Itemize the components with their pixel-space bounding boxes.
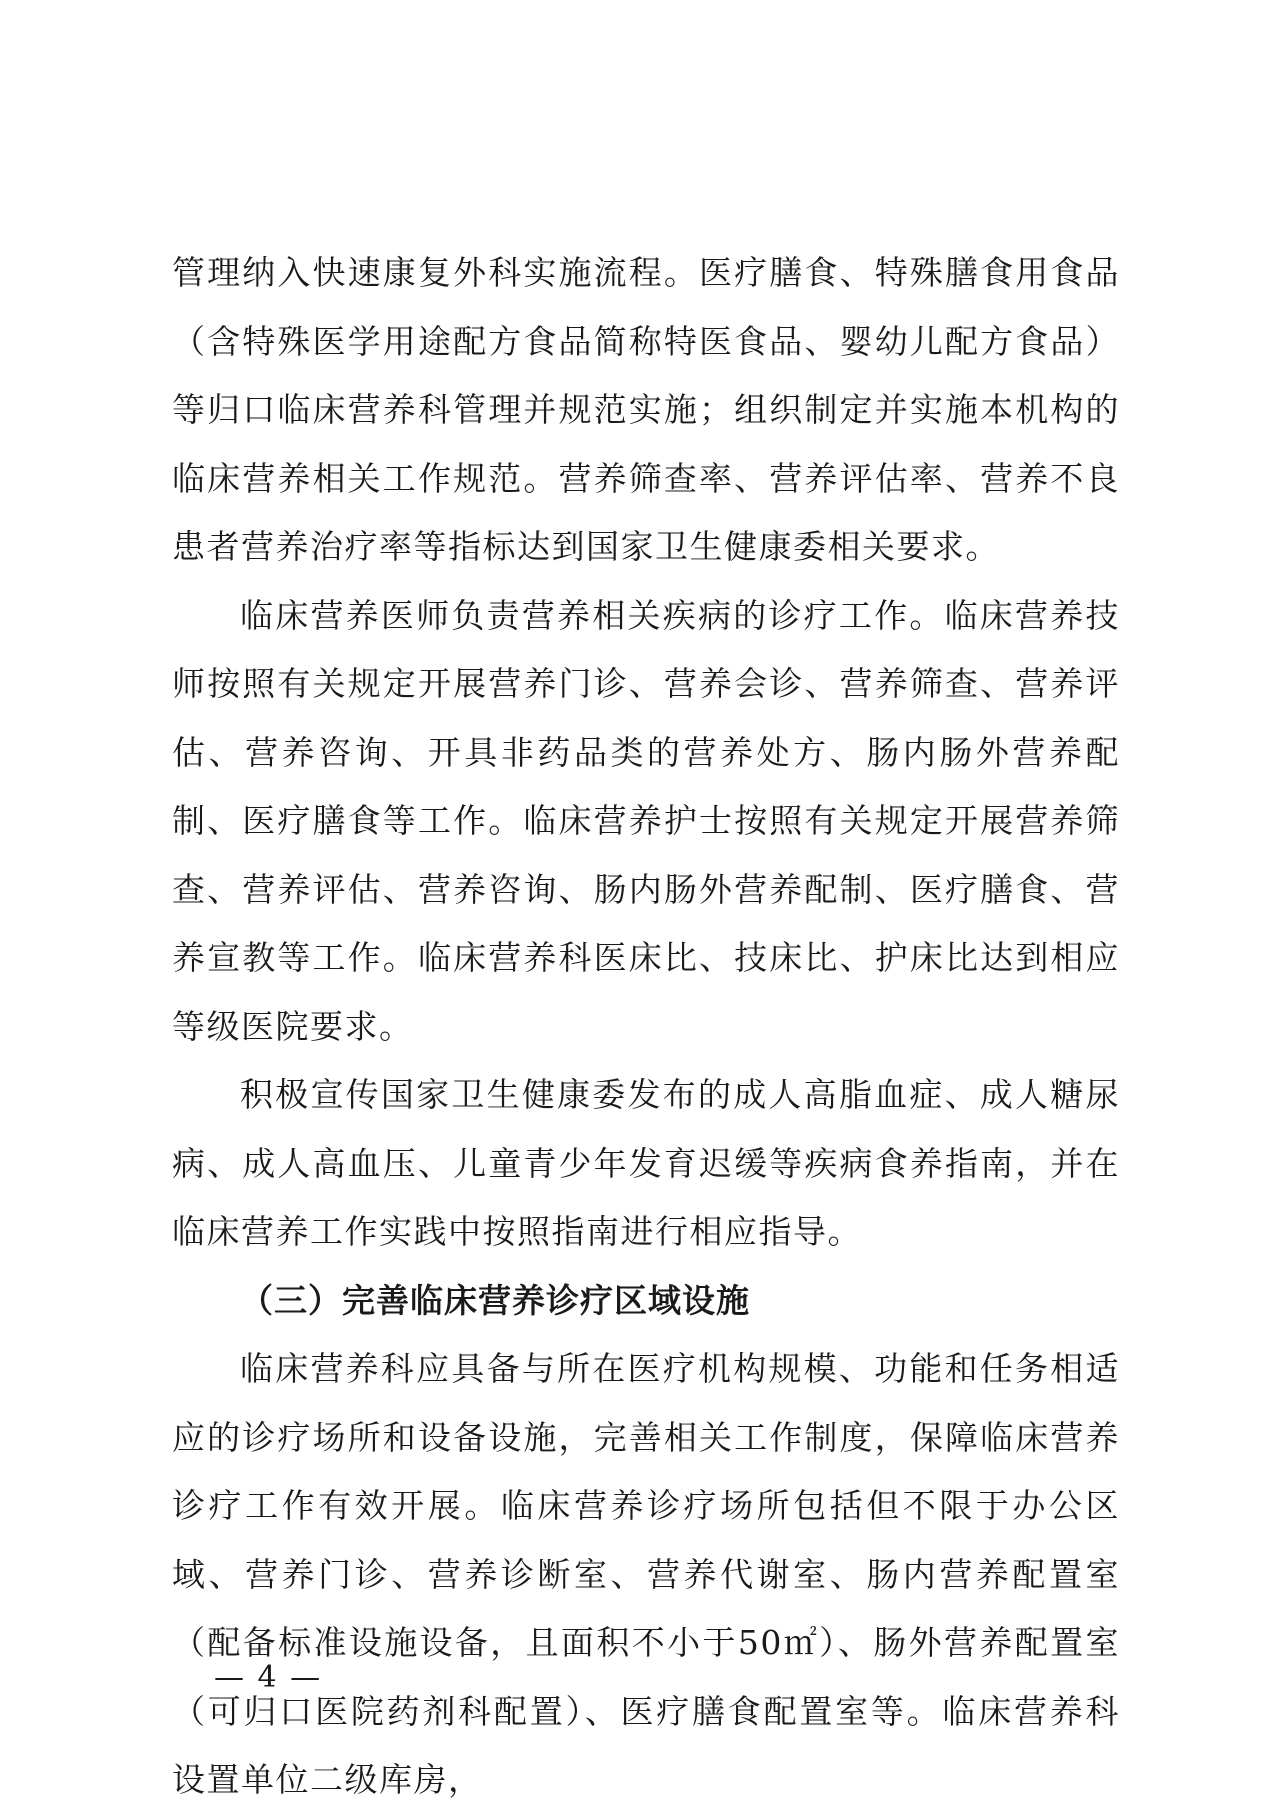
paragraph-dietary-guidelines: 积极宣传国家卫生健康委发布的成人高脂血症、成人糖尿病、成人高血压、儿童青少年发育迟缓等疾病食养指南，并在临床营养工作实践中按照指南进行相应指导。 [172, 1075, 1120, 1251]
paragraph-continuation: 管理纳入快速康复外科实施流程。医疗膳食、特殊膳食用食品（含特殊医学用途配方食品简称特医食品、婴幼儿配方食品）等归口临床营养科管理并规范实施；组织制定并实施本机构的临床营养相关工作规范。营养筛查率、营养评估率、营养不良患者营养治疗率等指标达到国家卫生健康委相关要求。 [172, 253, 1120, 566]
document-body [172, 239, 1120, 1815]
page-number: — 4 — [214, 1660, 323, 1695]
section-heading: （三）完善临床营养诊疗区域设施 [240, 1280, 750, 1320]
paragraph-facilities: 临床营养科应具备与所在医疗机构规模、功能和任务相适应的诊疗场所和设备设施，完善相关工作制度，保障临床营养诊疗工作有效开展。临床营养诊疗场所包括但不限于办公区域、营养门诊、营养诊断室、营养代谢室、肠内营养配置室（配备标准设施设备，且面积不小于50㎡）、肠外营养配置室（可归口医院药剂科配置）、医疗膳食配置室等。临床营养科设置单位二级库房， [172, 1349, 1120, 1799]
paragraph-dietitian-duties: 临床营养医师负责营养相关疾病的诊疗工作。临床营养技师按照有关规定开展营养门诊、营养会诊、营养筛查、营养评估、营养咨询、开具非药品类的营养处方、肠内肠外营养配制、医疗膳食等工作。临床营养护士按照有关规定开展营养筛查、营养评估、营养咨询、肠内肠外营养配制、医疗膳食、营养宣教等工作。临床营养科医床比、技床比、护床比达到相应等级医院要求。 [172, 595, 1120, 1046]
